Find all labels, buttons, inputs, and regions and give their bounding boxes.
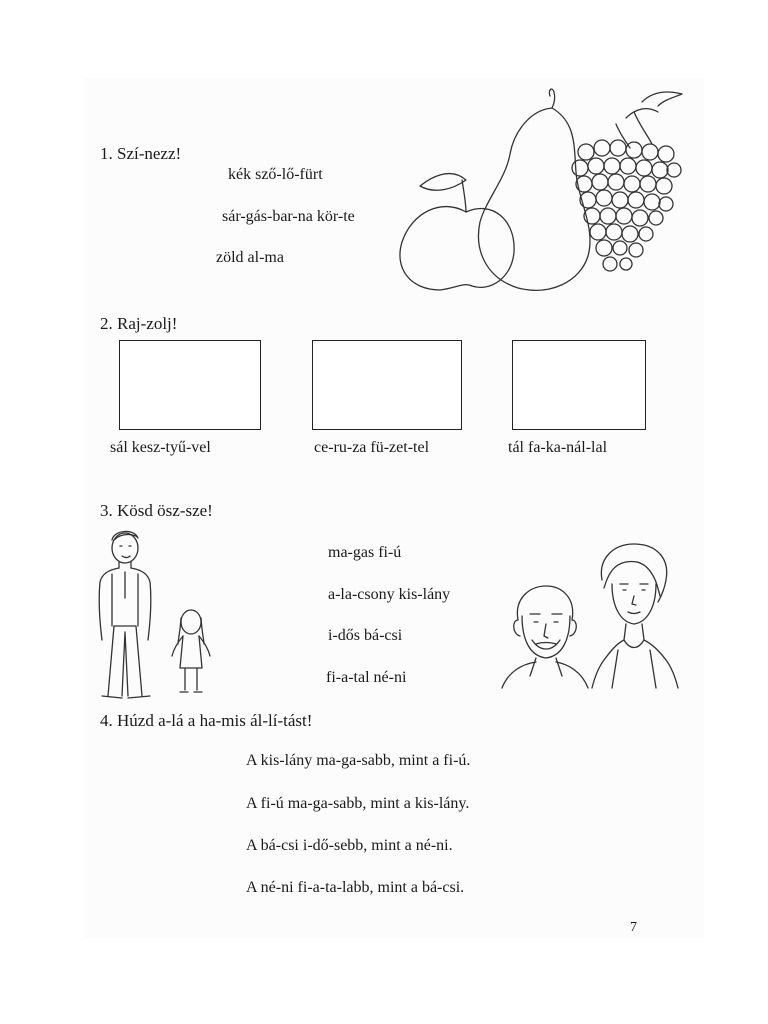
exercise-2-heading: 2. Raj-zolj! bbox=[100, 314, 178, 333]
tall-boy-drawing bbox=[92, 528, 162, 708]
exercise-4-heading: 4. Húzd a-lá a ha-mis ál-lí-tást! bbox=[100, 711, 313, 730]
exercise-1-item: zöld al-ma bbox=[216, 249, 284, 266]
drawing-box[interactable] bbox=[312, 340, 462, 430]
exercise-3-item: fi-a-tal né-ni bbox=[326, 669, 407, 686]
drawing-box-caption: sál kesz-tyű-vel bbox=[110, 439, 211, 456]
page-number: 7 bbox=[630, 920, 637, 935]
exercise-4-statement[interactable]: A bá-csi i-dő-sebb, mint a né-ni. bbox=[246, 837, 453, 854]
little-girl-drawing bbox=[166, 606, 216, 698]
drawing-box-caption: tál fa-ka-nál-lal bbox=[508, 439, 608, 456]
drawing-box[interactable] bbox=[512, 340, 646, 430]
drawing-box[interactable] bbox=[119, 340, 261, 430]
exercise-4-statement[interactable]: A né-ni fi-a-ta-labb, mint a bá-csi. bbox=[246, 879, 465, 896]
drawing-box-caption: ce-ru-za fü-zet-tel bbox=[314, 439, 430, 456]
exercise-1-item: sár-gás-bar-na kör-te bbox=[222, 208, 355, 225]
young-woman-drawing bbox=[590, 540, 680, 690]
exercise-1-heading: 1. Szí-nezz! bbox=[100, 144, 182, 163]
exercise-1-item: kék sző-lő-fürt bbox=[228, 166, 323, 183]
exercise-4-statement[interactable]: A fi-ú ma-ga-sabb, mint a kis-lány. bbox=[246, 795, 470, 812]
exercise-3-heading: 3. Kösd ösz-sze! bbox=[100, 501, 213, 520]
exercise-3-item: a-la-csony kis-lány bbox=[328, 586, 451, 603]
old-man-drawing bbox=[500, 580, 590, 690]
exercise-3-item: i-dős bá-csi bbox=[328, 627, 403, 644]
fruit-drawing bbox=[390, 82, 700, 297]
exercise-4-statement[interactable]: A kis-lány ma-ga-sabb, mint a fi-ú. bbox=[246, 752, 471, 769]
exercise-3-item: ma-gas fi-ú bbox=[328, 544, 402, 561]
